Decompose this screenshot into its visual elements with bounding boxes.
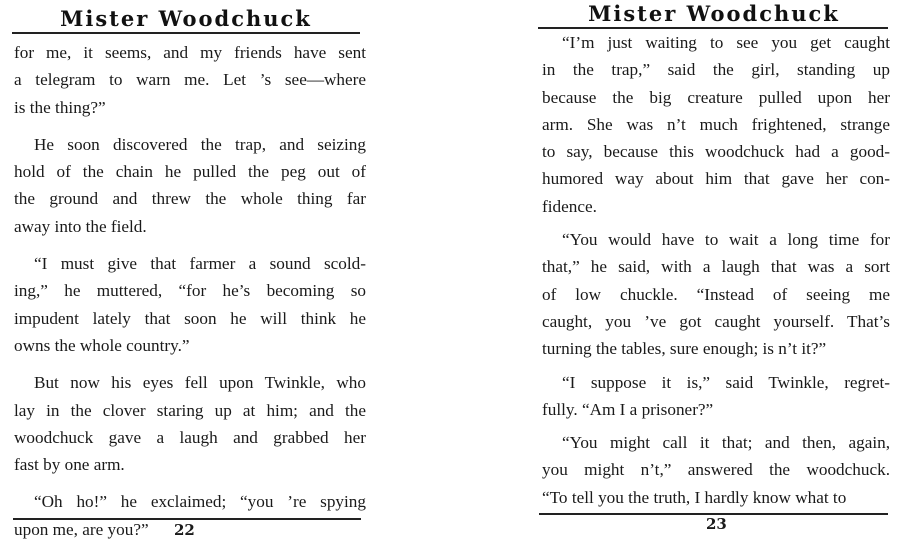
text-line: “You might call it that; and then, again, bbox=[562, 433, 890, 453]
paragraph bbox=[14, 250, 366, 359]
text-line: is the thing?” bbox=[14, 97, 106, 117]
text-line: away into the field. bbox=[14, 216, 147, 236]
text-line: fast by one arm. bbox=[14, 455, 125, 475]
text-line: of low chuckle. “Instead of seeing me bbox=[542, 284, 890, 304]
left-page bbox=[8, 0, 364, 543]
left-body-text bbox=[8, 34, 366, 543]
text-line: woodchuck gave a laugh and grabbed her bbox=[14, 427, 366, 447]
text-line: hold of the chain he pulled the peg out of bbox=[14, 162, 366, 182]
left-page-number: 22 bbox=[174, 521, 195, 539]
paragraph bbox=[542, 429, 890, 511]
text-line: “Oh ho!” he exclaimed; “you ’re spying bbox=[34, 492, 366, 512]
text-line: impudent lately that soon he will think he bbox=[14, 308, 366, 328]
text-line: for me, it seems, and my friends have sent bbox=[14, 43, 366, 62]
text-line: in the trap,” said the girl, standing up bbox=[542, 60, 890, 80]
text-line: because the big creature pulled upon her bbox=[542, 87, 890, 107]
text-line: fidence. bbox=[542, 196, 597, 216]
paragraph-gap bbox=[14, 359, 366, 369]
text-line: owns the whole country.” bbox=[14, 335, 190, 355]
text-line: a telegram to warn me. Let ’s see—where bbox=[14, 70, 366, 90]
text-line: arm. She was n’t much frightened, strange bbox=[542, 114, 890, 134]
text-line: “To tell you the truth, I hardly know what to bbox=[542, 487, 847, 507]
text-line: But now his eyes fell upon Twinkle, who bbox=[34, 373, 366, 393]
left-running-head: Mister Woodchuck bbox=[60, 6, 312, 31]
paragraph-gap bbox=[14, 121, 366, 131]
text-line: “I suppose it is,” said Twinkle, regret- bbox=[562, 372, 890, 392]
right-body-text bbox=[536, 29, 890, 511]
text-line: lay in the clover staring up at him; and the bbox=[14, 400, 366, 420]
text-line: you might n’t,” answered the woodchuck. bbox=[542, 460, 890, 480]
right-page-number: 23 bbox=[706, 515, 727, 533]
text-line: upon me, are you?” bbox=[14, 519, 149, 539]
text-line: fully. “Am I a prisoner?” bbox=[542, 399, 714, 419]
text-line: humored way about him that gave her con- bbox=[542, 169, 890, 189]
paragraph bbox=[542, 29, 890, 220]
paragraph-gap bbox=[14, 240, 366, 250]
text-line: turning the tables, sure enough; is n’t it?” bbox=[542, 339, 827, 359]
left-footer-rule bbox=[13, 518, 361, 520]
paragraph bbox=[542, 369, 890, 424]
paragraph-gap bbox=[14, 478, 366, 488]
text-line: that,” he said, with a laugh that was a sort bbox=[542, 257, 890, 277]
text-line: “You would have to wait a long time for bbox=[562, 230, 890, 250]
text-line: caught, you ’ve got caught yourself. That’s bbox=[542, 311, 890, 331]
text-line: “I’m just waiting to see you get caught bbox=[562, 33, 890, 52]
right-page bbox=[536, 0, 892, 533]
text-line: to say, because this woodchuck had a good- bbox=[542, 142, 890, 162]
paragraph bbox=[14, 131, 366, 240]
paragraph bbox=[14, 369, 366, 478]
text-line: He soon discovered the trap, and seizing bbox=[34, 134, 366, 154]
paragraph bbox=[14, 39, 366, 121]
text-line: the ground and threw the whole thing far bbox=[14, 189, 366, 209]
paragraph bbox=[542, 226, 890, 362]
text-line: “I must give that farmer a sound scold- bbox=[34, 254, 366, 274]
right-running-head: Mister Woodchuck bbox=[588, 1, 840, 26]
text-line: ing,” he muttered, “for he’s becoming so bbox=[14, 281, 366, 301]
